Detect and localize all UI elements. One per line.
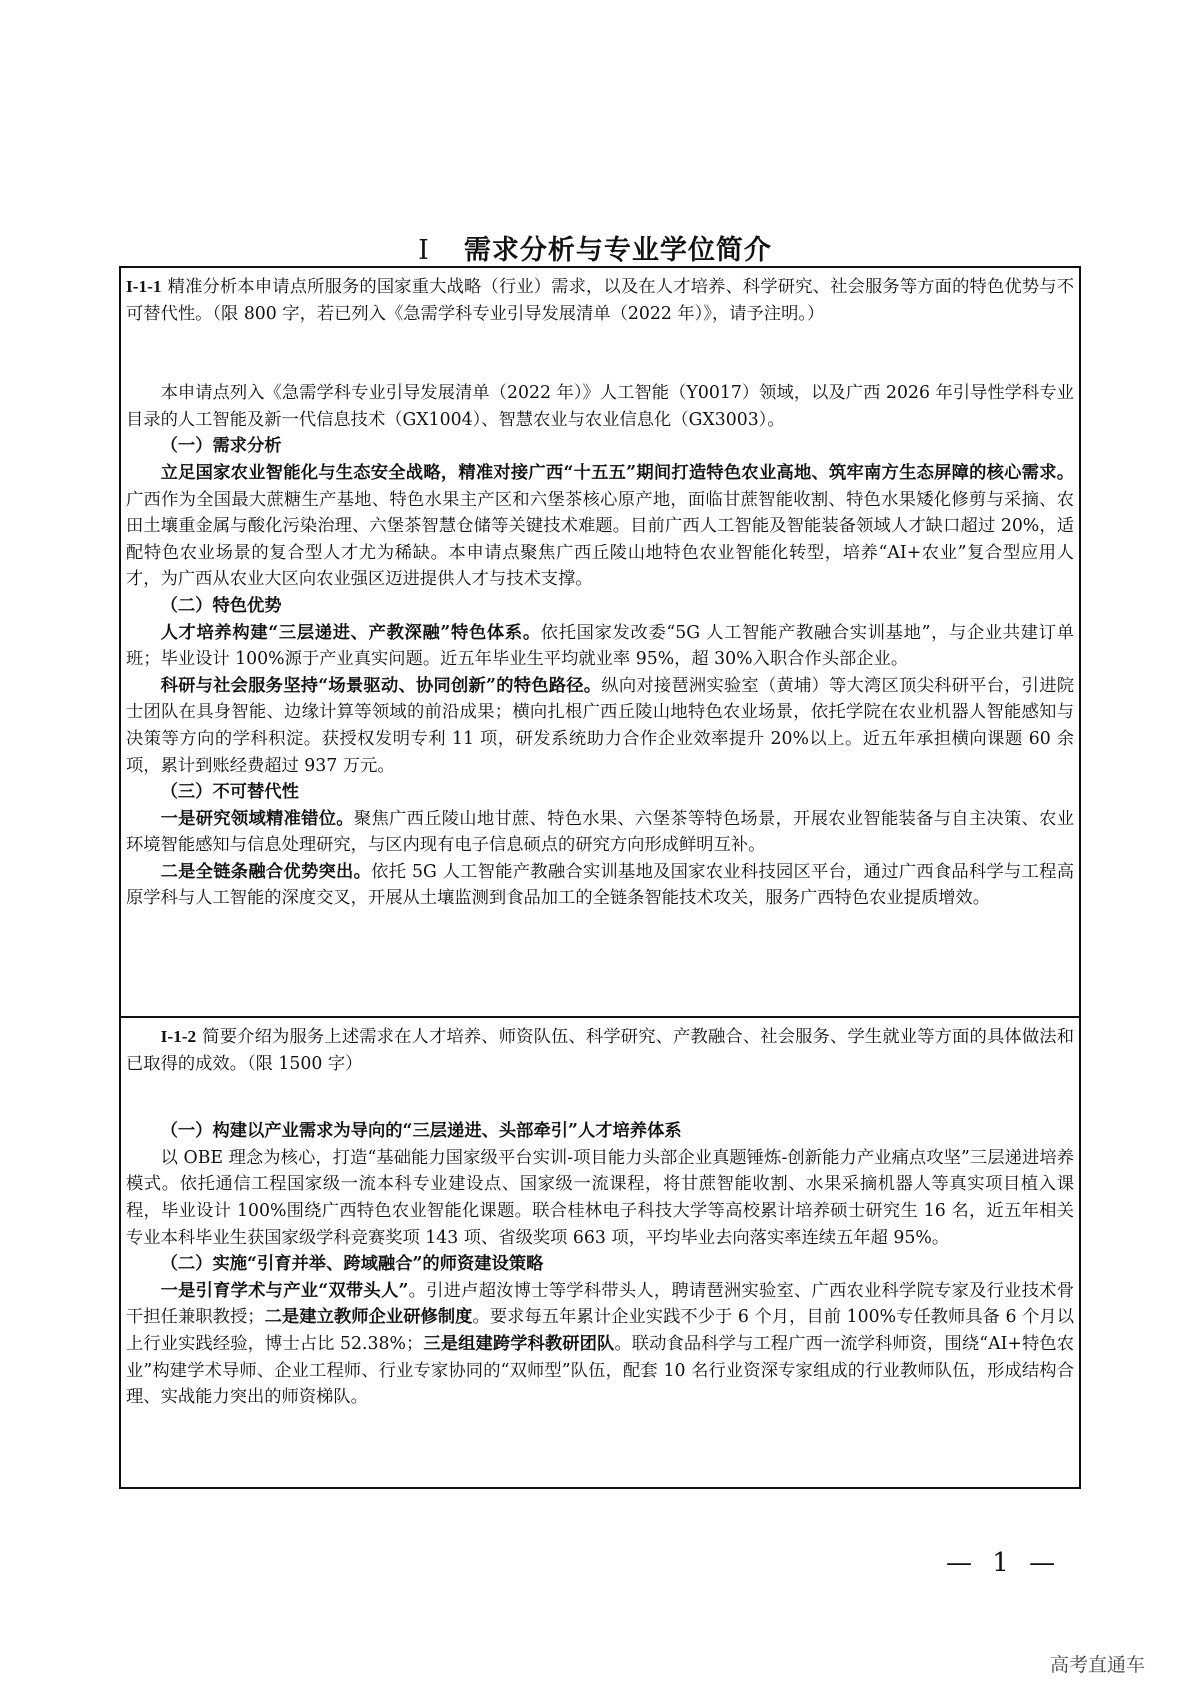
paragraph-field	[126, 806, 1074, 859]
prompt-code: I-1-2	[160, 1027, 197, 1046]
table-cell-practices	[119, 1017, 1081, 1489]
section-number: Ⅰ	[418, 235, 430, 266]
body-text: 广西作为全国最大蔗糖生产基地、特色水果主产区和六堡茶核心原产地，面临甘蔗智能收割、特色水果矮化修剪与采摘、农田土壤重金属与酸化污染治理、六堡茶智慧仓储等关键技术难题。目前广西人工智能及智能装备领域人才缺口超过 20%，适配特色农业场景的复合型人才尤为稀缺。本申请点聚焦广西丘陵山地特色农业智能化转型，培养“AI+农业”复合型应用人才，为广西从农业大区向农业强区迈进提供人才与技术支撑。	[126, 489, 1074, 590]
body-text: 。联动食品科学与工程广西一流学科师资，围绕“AI+特色农业”构建学术导师、企业工程师、行业专家协同的“双师型”队伍，配套 10 名行业资深专家组成的行业教师队伍，形成结构合理、实战能力突出的师资梯队。	[126, 1333, 1074, 1408]
section-title-text: 需求分析与专业学位简介	[463, 235, 772, 266]
prompt-text: 简要介绍为服务上述需求在人才培养、师资队伍、科学研究、产教融合、社会服务、学生就业等方面的具体做法和已取得的成效。（限 1500 字）	[126, 1027, 1074, 1074]
paragraph-talent	[126, 620, 1074, 673]
bold-lead: 立足国家农业智能化与生态安全战略，精准对接广西“十五五”期间打造特色农业高地、筑牢南方生态屏障的核心需求。	[160, 462, 1074, 483]
heading-faculty: （二）实施“引育并举、跨域融合”的师资建设策略	[160, 1254, 544, 1275]
section-title	[0, 228, 1190, 267]
heading-talent-system: （一）构建以产业需求为导向的“三层递进、头部牵引”人才培养体系	[160, 1121, 682, 1142]
paragraph-demand	[126, 460, 1074, 593]
bold-lead: 人才培养构建“三层递进、产教深融”特色体系。	[160, 622, 541, 643]
bold-lead: 三是组建跨学科教研团队	[423, 1333, 615, 1354]
bold-lead: 二是全链条融合优势突出。	[160, 861, 372, 882]
heading-advantages: （二）特色优势	[160, 595, 282, 616]
bold-lead: 二是建立教师企业研修制度	[264, 1307, 473, 1328]
prompt-i-1-1	[126, 274, 1074, 327]
intro-paragraph: 本申请点列入《急需学科专业引导发展清单（2022 年）》人工智能（Y0017）领域，以及广西 2026 年引导性学科专业目录的人工智能及新一代信息技术（GX1004）、智慧农业与农业信息化（GX3003）。	[126, 383, 1074, 430]
bold-lead: 科研与社会服务坚持“场景驱动、协同创新”的特色路径。	[160, 675, 602, 696]
paragraph-research	[126, 673, 1074, 779]
prompt-i-1-2	[126, 1024, 1074, 1077]
paragraph-chain	[126, 859, 1074, 912]
body-text: 。引进卢超汝博士等学科带头人，聘请琶洲实验室、广西农业科学院专家及行业技术骨干担任兼职教授；	[126, 1280, 1074, 1328]
body-text: 依托国家发改委“5G 人工智能产教融合实训基地”，与企业共建订单班；毕业设计 100%源于产业真实问题。近五年毕业生平均就业率 95%，超 30%入职合作头部企业。	[126, 622, 1074, 670]
bold-lead: 一是引育学术与产业“双带头人”	[160, 1280, 409, 1301]
body-text: 聚焦广西丘陵山地甘蔗、特色水果、六堡茶等特色场景，开展农业智能装备与自主决策、农业环境智能感知与信息处理研究，与区内现有电子信息硕点的研究方向形成鲜明互补。	[126, 808, 1074, 856]
heading-irreplaceability: （三）不可替代性	[160, 782, 299, 803]
heading-demand-analysis: （一）需求分析	[160, 436, 282, 457]
prompt-code: I-1-1	[126, 277, 162, 296]
body-text: 。要求每五年累计企业实践不少于 6 个月，目前 100%专任教师具备 6 个月以上行业实践经验，博士占比 52.38%；	[126, 1307, 1074, 1354]
table-cell-demand-analysis	[119, 266, 1081, 1018]
watermark: 高考直通车	[1050, 1654, 1146, 1676]
prompt-text: 精准分析本申请点所服务的国家重大战略（行业）需求，以及在人才培养、科学研究、社会服务等方面的特色优势与不可替代性。（限 800 字，若已列入《急需学科专业引导发展清单（2022 年）》，请予注明。）	[126, 277, 1074, 324]
paragraph-obe: 以 OBE 理念为核心，打造“基础能力国家级平台实训-项目能力头部企业真题锤炼-创新能力产业痛点攻坚”三层递进培养模式。依托通信工程国家级一流本科专业建设点、国家级一流课程，将甘蔗智能收割、水果采摘机器人等真实项目植入课程，毕业设计 100%围绕广西特色农业智能化课题。联合桂林电子科技大学等高校累计培养硕士研究生 16 名，近五年相关专业本科毕业生获国家级学科竞赛奖项 143 项、省级奖项 663 项，平均毕业去向落实率连续五年超 95%。	[126, 1147, 1074, 1248]
body-text: 纵向对接琶洲实验室（黄埔）等大湾区顶尖科研平台，引进院士团队在具身智能、边缘计算等领域的前沿成果；横向扎根广西丘陵山地特色农业场景，依托学院在农业机器人智能感知与决策等方向的学科积淀。获授权发明专利 11 项，研发系统助力合作企业效率提升 20%以上。近五年承担横向课题 60 余项，累计到账经费超过 937 万元。	[126, 675, 1074, 776]
bold-lead: 一是研究领域精准错位。	[160, 808, 354, 829]
paragraph-faculty	[126, 1278, 1074, 1411]
body-text: 依托 5G 人工智能产教融合实训基地及国家农业科技园区平台，通过广西食品科学与工程高原学科与人工智能的深度交叉，开展从土壤监测到食品加工的全链条智能技术攻关，服务广西特色农业提质增效。	[126, 861, 1074, 909]
page-number: — 1 —	[946, 1548, 1062, 1578]
